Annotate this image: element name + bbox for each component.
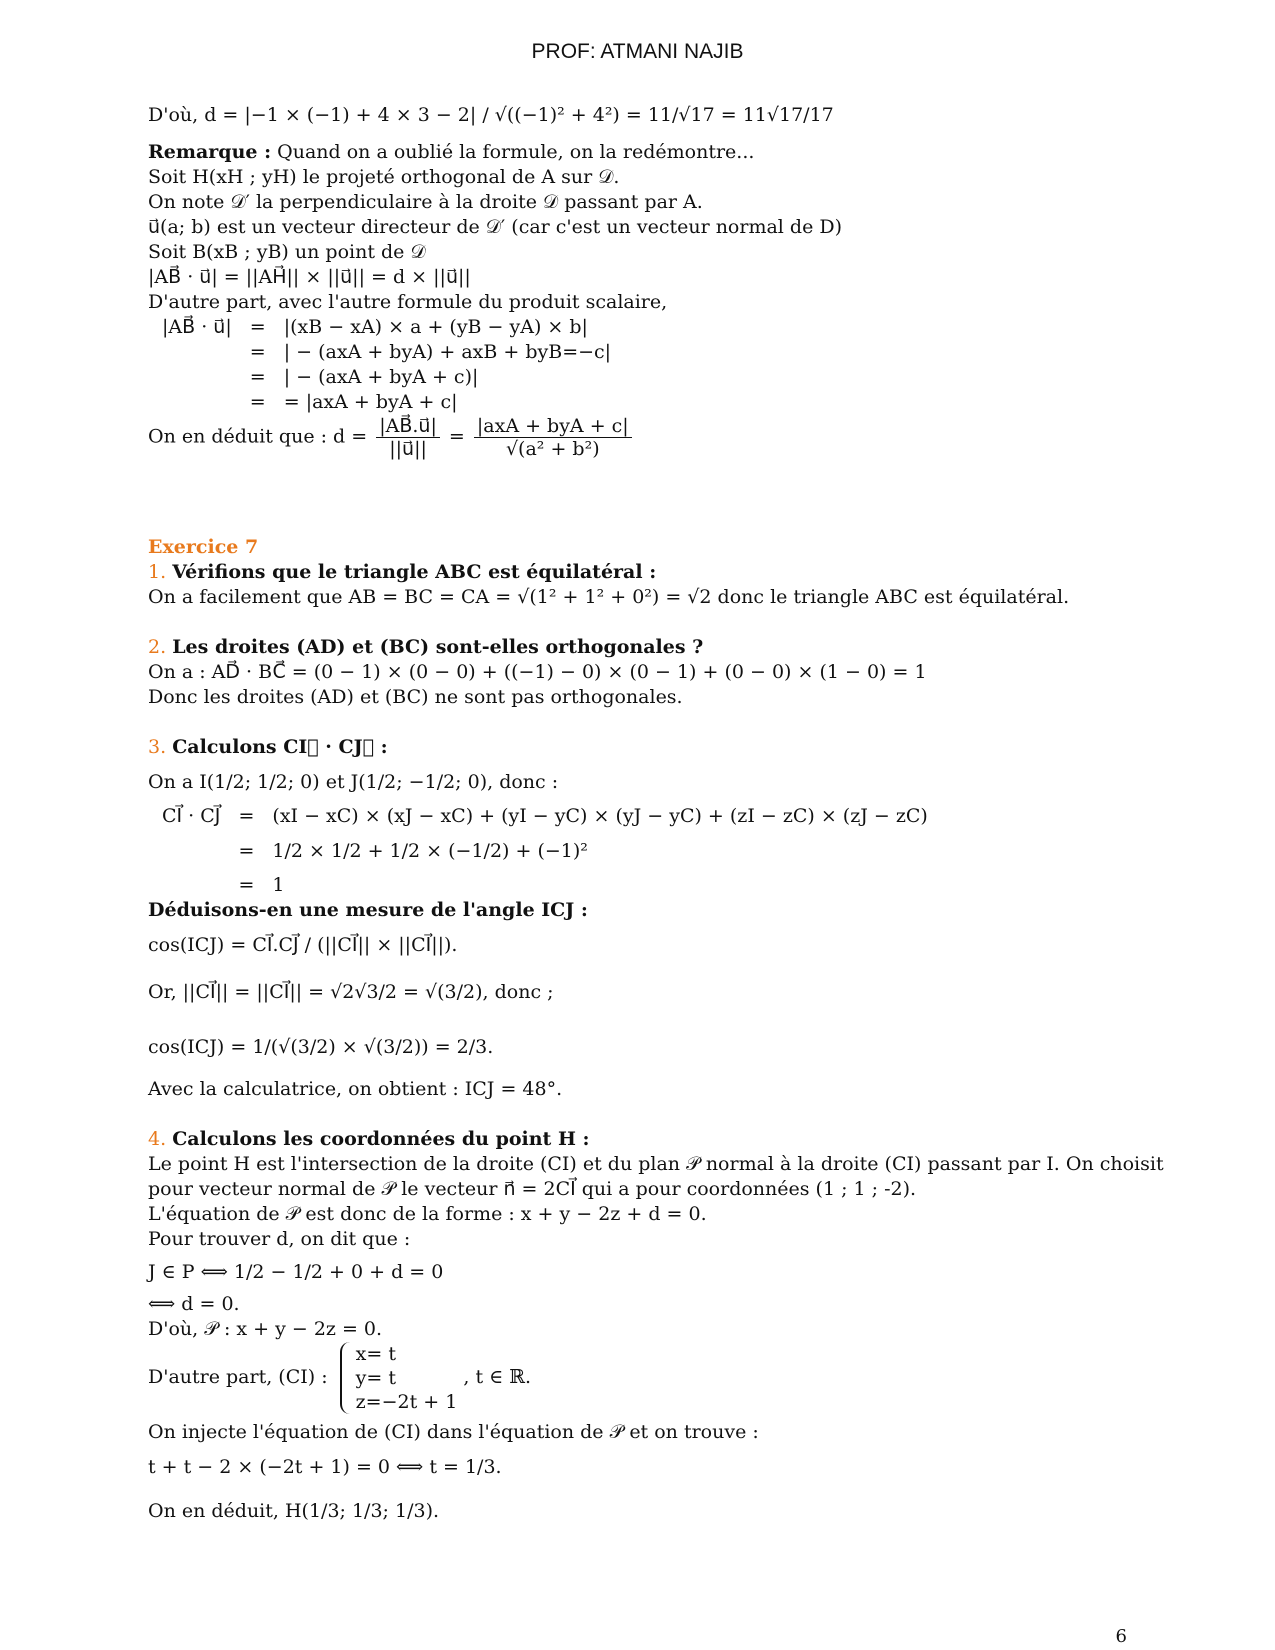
scalar-product-derivation: |AB⃗ · u⃗| = |(xB − xA) × a + (yB − yA) × b| = | − (axA + byA) + axB + byB=−c| = | − (axA + byA + c)| = = |axA + byA + c| <box>154 315 619 415</box>
text-line: D'autre part, avec l'autre formule du produit scalaire, <box>148 291 668 313</box>
text-line: J ∈ P ⟺ 1/2 − 1/2 + 0 + d = 0 <box>148 1261 444 1283</box>
fraction: $\frac{|AB⃗.u⃗|}{||u⃗||}$ <box>376 415 440 460</box>
text-line: Soit H(xH ; yH) le projeté orthogonal de A sur 𝒟. <box>148 166 620 188</box>
equation-rhs: 1 <box>272 874 285 896</box>
text-line: On a I(1/2; 1/2; 0) et J(1/2; −1/2; 0), donc : <box>148 771 559 793</box>
equation-rhs: | − (axA + byA) + axB + byB=−c| <box>283 341 612 363</box>
text-line: On note 𝒟′ la perpendiculaire à la droite 𝒟 passant par A. <box>148 191 703 213</box>
text-line: Le point H est l'intersection de la droite (CI) et du plan 𝒫 normal à la droite (CI) passant par I. On choisit <box>148 1153 1164 1175</box>
equation-rhs: (xI − xC) × (xJ − xC) + (yI − yC) × (yJ − yC) + (zI − zC) × (zJ − zC) <box>272 805 928 827</box>
equation-rhs: | − (axA + byA + c)| <box>283 366 479 388</box>
remark-line <box>148 140 1138 165</box>
equation-rhs: = |axA + byA + c| <box>283 391 458 413</box>
text-line: On a facilement que AB = BC = CA = √(1² + 1² + 0²) = √2 donc le triangle ABC est équilatéral. <box>148 586 1070 608</box>
question-heading: 1. Vérifions que le triangle ABC est équilatéral : <box>148 561 657 583</box>
equation-rhs: |(xB − xA) × a + (yB − yA) × b| <box>283 316 588 338</box>
equation-rhs: 1/2 × 1/2 + 1/2 × (−1/2) + (−1)² <box>272 839 588 862</box>
dot-product-derivation: CI⃗ · CJ⃗ = (xI − xC) × (xJ − xC) + (yI − yC) × (yJ − yC) + (zI − zC) × (zJ − zC) = 1/2 × 1/2 + 1/2 × (−1/2) + (−1)² = 1 <box>154 804 936 898</box>
exercise-title: Exercice 7 <box>148 536 259 558</box>
text-line: On injecte l'équation de (CI) dans l'équation de 𝒫 et on trouve : <box>148 1421 759 1443</box>
page-number: 6 <box>1115 1626 1127 1647</box>
text-line: u⃗(a; b) est un vecteur directeur de 𝒟′ (car c'est un vecteur normal de D) <box>148 216 843 238</box>
text-line: On a : AD⃗ · BC⃗ = (0 − 1) × (0 − 0) + ((−1) − 0) × (0 − 1) + (0 − 0) × (1 − 0) = 1 <box>148 661 927 683</box>
text-line: Donc les droites (AD) et (BC) ne sont pas orthogonales. <box>148 686 683 708</box>
parametric-system: D'autre part, (CI) : x= t y= t z=−2t + 1 , t ∈ ℝ. <box>148 1343 532 1413</box>
text-line: pour vecteur normal de 𝒫 le vecteur n⃗ = 2CI⃗ qui a pour coordonnées (1 ; 1 ; -2). <box>148 1178 917 1200</box>
page-header: PROF: ATMANI NAJIB <box>531 40 744 63</box>
question-heading: 3. Calculons CI⃗ · CJ⃗ : <box>148 736 388 758</box>
system-brace: x= t y= t z=−2t + 1 <box>340 1342 458 1414</box>
remark-label: Remarque : <box>148 141 272 163</box>
question-heading: 4. Calculons les coordonnées du point H : <box>148 1128 590 1150</box>
deduction-prefix: On en déduit que : d = <box>148 425 368 448</box>
text-line: D'où, 𝒫 : x + y − 2z = 0. <box>148 1318 383 1340</box>
remark-text: Quand on a oublié la formule, on la redémontre... <box>271 141 755 163</box>
page-content <box>148 90 1164 1533</box>
text-line: Or, ||CI⃗|| = ||CI⃗|| = √2√3/2 = √(3/2), donc ; <box>148 981 554 1003</box>
text-line: cos(ICJ) = CI⃗.CJ⃗ / (||CI⃗|| × ||CI⃗||). <box>148 934 458 956</box>
text-line: cos(ICJ) = 1/(√(3/2) × √(3/2)) = 2/3. <box>148 1036 494 1058</box>
text-line: L'équation de 𝒫 est donc de la forme : x + y − 2z + d = 0. <box>148 1203 707 1225</box>
text-line: t + t − 2 × (−2t + 1) = 0 ⟺ t = 1/3. <box>148 1456 502 1478</box>
fraction: $\frac{\text{|axA + byA + c|}}{\text{√(a² + b²)}}$ <box>474 415 632 460</box>
subheading: Déduisons-en une mesure de l'angle ICJ : <box>148 899 588 921</box>
text-line: Soit B(xB ; yB) un point de 𝒟 <box>148 241 426 263</box>
text-line: ⟺ d = 0. <box>148 1293 240 1315</box>
text-line: Pour trouver d, on dit que : <box>148 1228 411 1250</box>
text-line: On en déduit, H(1/3; 1/3; 1/3). <box>148 1500 440 1522</box>
deduction-line: On en déduit que : d = $\frac{|AB⃗.u⃗|}{||u⃗||}$ = $\frac{\text{|axA + byA + c|}}{\text{√(a² + b²)}}$ <box>148 415 1138 465</box>
text-line: |AB⃗ · u⃗| = ||AH⃗|| × ||u⃗|| = d × ||u⃗|| <box>148 266 471 288</box>
question-heading: 2. Les droites (AD) et (BC) sont-elles orthogonales ? <box>148 636 704 658</box>
distance-formula: D'où, d = |−1 × (−1) + 4 × 3 − 2| / √((−1)² + 4²) = 11/√17 = 11√17/17 <box>148 104 834 126</box>
equation-lhs: CI⃗ · CJ⃗ <box>162 805 221 827</box>
equation-lhs: |AB⃗ · u⃗| <box>162 316 232 338</box>
text-line: Avec la calculatrice, on obtient : ICJ = 48°. <box>148 1078 563 1100</box>
